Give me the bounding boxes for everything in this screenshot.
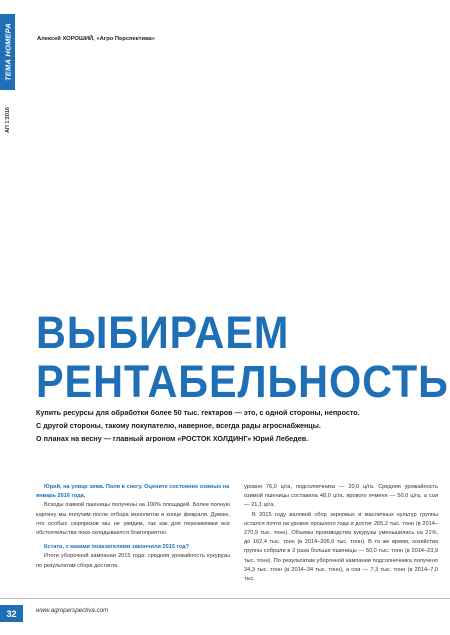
section-tab	[0, 14, 15, 90]
lead-line-3: О планах на весну — главный агроном «РОСТОК ХОЛДИНГ» Юрий Лебедев.	[36, 434, 309, 443]
lead-paragraph	[36, 406, 446, 445]
article-column-left	[36, 483, 230, 571]
issue-mark	[0, 100, 15, 140]
footer-divider	[0, 598, 450, 599]
headline-line-2: РЕНТАБЕЛЬНОСТЬ	[36, 356, 449, 407]
lead-line-1: Купить ресурсы для обработки более 50 тыс. гектаров — это, с одной стороны, непросто.	[36, 408, 360, 417]
answer-1: Всходы озимой пшеницы получены на 100% площадей. Более полную картину мы получим после отбора монолитов в конце февраля. Думаю, что особых сюрпризов мы не увидим, так как для перезимовки все обстоятельства пока складываются благоприятно.	[36, 502, 230, 537]
article-column-right	[244, 483, 438, 584]
headline	[36, 307, 449, 407]
section-tab-label: ТЕМА НОМЕРА	[3, 23, 12, 81]
byline: Алексей ХОРОШИЙ, «Агро Перспектива»	[37, 36, 156, 42]
issue-mark-label: АП 1'2016	[4, 107, 11, 133]
answer-2: Итоги уборочной кампании 2015 года: средняя урожайность кукурузы по результатам сбора достигла	[36, 553, 230, 569]
lead-line-2: С другой стороны, такому покупателю, наверное, всегда рады агроснабженцы.	[36, 421, 321, 430]
question-1: Юрий, на улице зима. Поля в снегу. Оцените состояние озимых на январь 2016 года.	[36, 484, 230, 500]
question-2: Кстати, с какими показателями закончили 2015 год?	[44, 544, 190, 551]
headline-line-1: ВЫБИРАЕМ	[36, 307, 290, 358]
website-link[interactable]: www.agroperspectiva.com	[36, 607, 109, 614]
page-number: 32	[0, 605, 23, 622]
paragraph-1: уровня 76,0 ц/га, подсолнечника — 20,0 ц/га. Средняя урожайность озимой пшеницы составила 48,0 ц/га, ярового ячменя — 50,0 ц/га, а сои — 21,1 ц/га.	[244, 484, 438, 509]
paragraph-2: В 2015 году валовой сбор зерновых и масличных культур группы остался почти на уровне прошлого года и достиг 265,2 тыс. тонн (в 2014–270,9 тыс. тонн). Объемы производства кукурузы уменьшились на 21%, до 162,4 тыс. тонн (в 2014–206,0 тыс. тонн). В то же время, хозяйства группы собрали в 2 раза больше пшеницы — 50,0 тыс. тонн (в 2014–23,9 тыс. тонн). По результатам уборочной кампании подсолнечника получено 34,3 тыс. тонн (в 2014–34 тыс. тонн), а сои — 7,3 тыс. тонн (в 2014–7,0 тыс.	[244, 511, 438, 583]
